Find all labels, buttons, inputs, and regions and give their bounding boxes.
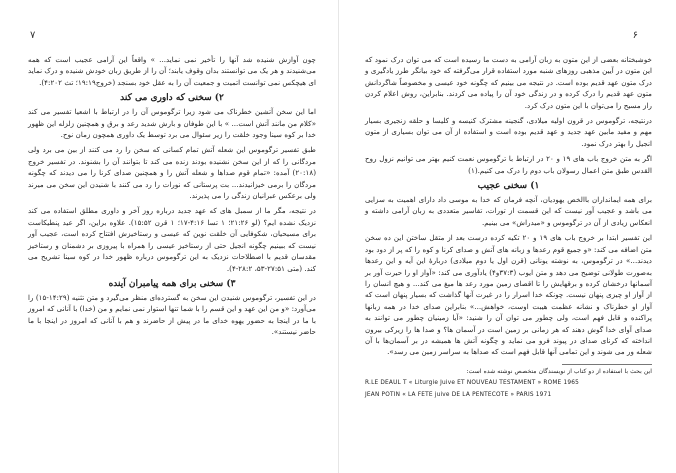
right-paragraph-3: اگر به متن خروج باب های ۱۹ و ۲۰ در ارتباط با ترگوموس نعمت کنیم بهتر می توانیم نزول روح القدس طبق متن اعمال رسولان باب دوم را درک می کنیم.(۱) [365,154,653,175]
right-paragraph-5: این تفسیر ابتدا بر خروج باب های ۱۹ و ۲۰ تکیه کرده درست بعد از متقل ساختن این ده سخن متن اضافه می کند: «و جمیع قوم رعدها و زبانه های آتش و صدای کرنا و کوه را که پر از دود بود دیدند...» در ترگوموس، به نوشته یونانی (قرن اول یا دوم میلادی) دربارهٔ این آیه و این رعدها به‌صورت طولانی توضیح می دهد و متن ایوب (۳۷:۳و۴) یادآوری می کند: «آواز او را حیرت آور بر آسمانها درخشان کرده و برقهایش را تا اقصای زمین مورد رعد ها میغ می کند... و هیچ انسان را از آواز او چیزی پنهان نیست. چونکه خدا اسرار را در غیرت آنها گذاشت که بسیار پنهان است که آواز او خطرناک و نشانه عظمت هیبت اوست، خواهش...» بنابراین صدای خدا در همه زبانها پراکنده و قابل فهم است، ولی چطور می توان آن را شنید: «آیا زمینیان چطور می توانند به صدای آوای خدا گوش دهند که هر زمانی بر زمین است در آسمان ها؟ و صدا ها را زیرکی بیرون انداخته که کرنای صدای در پیوند فرو می نماید و چگونه آتش ها همیشه در بر آسمان‌ها با آن شعله ور می شوند و این تمامی آنها قابل فهم است که صداها به سراسر زمین می رسد». [365,233,652,357]
page-number-right: ۶ [632,30,638,41]
footnote-divider [562,364,652,365]
right-paragraph-4: برای همه ایمانداران باالخص یهودیان، آنچه فرمان که خدا به موسی داد دارای اهمیت به سزایی می باشد و عجیب آور نیست که این قسمت از تورات، تفاسیر متعددی به زبان آرامی داشته و انعکاس زیادی از آن در ترگوموس و «میدراش» می بینیم. [365,195,652,227]
reference-2: JEAN POTIN « LA FETE juive DE LA PENTECOTE » PARIS 1971 [365,391,552,398]
right-paragraph-2: درنتیجه، ترگوموس در قرون اولیه میلادی، گنجینه مشترک کنیسه و کلیسا و حلقه زنجیری بسیار مهم و مفید مابین عهد جدید و عهد قدیم بوده است و استفاده از آن می توان بسیاری از متون انجیل را بهتر درک نمود. [365,116,652,148]
left-paragraph-5: در این تفسیر، ترگوموس شنیدن این سخن به گسترده‌ای منظر می‌گیرد و متن تثنیه (۱۴:۲۹-۱۵) را می‌آورد: «و من این عهد و این قسم را با شما تنها استوار نمی نمایم و من (خدا) با آنانی که امروز با ما در اینجا به حضور یهوه خدای ما در پیش از حاضرند و هم با آنانی که امروز در اینجا با ما حاضر نیستند». [28,292,316,337]
left-paragraph-1: چون آوازش شنیده شد آنها را تأخیر نمی نماید... » واقعاً این آرامی عجیب است که همه می‌شنیدند و هر یک می توانستند بدان وقوف یابند؛ آن را از طریق زبان خودش شنیده و درک نماید ای هیچکس نمی توانست اتمیت و جمعیت آن را به عقل خود بسنجد (خروج۱۹:۱۹؛ تث ۴:۲۰۲). [28,55,316,87]
reference-1: R.LE DEAUL T « Liturgie Juive ET NOUVEAU TESTAMENT » ROME 1965 [365,379,580,386]
right-page [338,0,676,473]
left-paragraph-4: در نتیجه، مگر ما از سمبل های که عهد جدید درباره روز آخر و داوری مطلق استفاده می کند نزدیک نشده ایم؟ (لو ۲۱:۲۶؛ ۱ تسا ۴:۱۶-۱۷؛ ۱ قرن ۱۵:۵۲). علاوه براین، اگر عید پنطیکاست برای مسیحیان، شکوفایی آن خلقت نوین که عیسی و رستاخیزش افتتاح کرده است، عجیب آور نیست که ببینیم چگونه انجیل حتی از رستاخیز عیسی را همراه با پیروزی بر دشمنان و رستاخیز مقدسان قدیم با اصطلاحات نزدیک به این ترگوموس درباره ظهور خدا در کوه سینا تشریح می کند. (متی ۲۷:۵۱-۵۳، ۲۸:۲-۴). [28,206,317,273]
footnote-text: این بحث با استفاده از دو کتاب از نویسندگان متخصص نوشته شده است: [466,367,652,375]
right-heading-strange-word: ۱) سخنی عجیب [477,181,540,192]
left-heading-prophets: ۳) سخنی برای همه پیامبران آینده [108,278,236,289]
left-paragraph-3: طبق تفسیر ترگوموس این شعله آتش تمام کسانی که سخن را رد می کنند از بین می برد ولی مردگانی را که از این سخن نشنیده بودند زنده می کند تا بتوانند آن را بشنوند. در تفسیر خروج (۲۰:۱۸) آمده: «تمام قوم صداها و شعله آتش را و همچنین صدای کرنا را می دیدند که چگونه مردگان را برمی خیزانیدند... بت پرستانی که نورات را رد می کنند با شنیدن این سخن می میرند ولی برعکس عبرانیان زندگی را می پذیرند. [28,145,316,201]
left-paragraph-2: اما این سخن آتشین خطرناک می شود زیرا ترگوموس آن را در ارتباط با اشعیا تفسیر می کند «کلام من مانند آتش است... » با این طوفان و بارش شدید رعد و برق و همچنین زلزله این ظهور خدا بر کوه سینا وجود خلقت را زیر سئوال می برد توسط یک داوری همچون زمان نوح. [28,107,316,140]
left-heading-judgment: ۲) سخنی که داوری می کند [120,93,224,104]
page-number-left: ۷ [30,30,36,41]
right-paragraph-1: خوشبختانه بعضی از این متون به زبان آرامی به دست ما رسیده است که می توان درک نمود که این متون در آیین مذهبی روزهای شنبه مورد استفاده قرار می‌گرفته که خود بیانگر طرز یادگیری و درک متون عهد قدیم بوده است. در نتیجه می بینیم که چگونه خود عیسی و مخصوصاً شاگردانش متون عهد قدیم را درک کرده و در زندگی خود آن را پیاده می کردند. بنابراین، روش اعلام کردن راز مسیح را می‌توان با این متون درک کرد. [365,55,652,110]
